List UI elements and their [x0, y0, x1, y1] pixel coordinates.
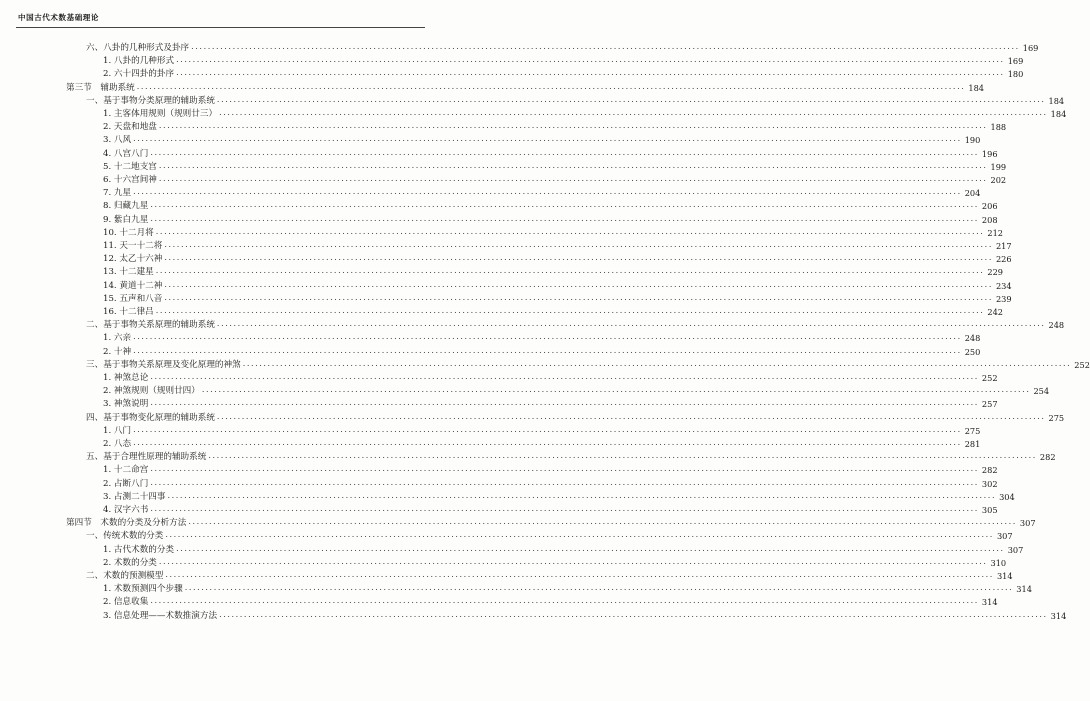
toc-entry [103, 436, 981, 449]
dot-leader: ........................................................................................................................................................................................................ [150, 596, 979, 606]
toc-entry-title: 四、基于事物变化原理的辅助系统 [86, 412, 215, 423]
toc-entry-page: 217 [995, 241, 1012, 251]
toc-entry-title: 7. 九星 [103, 188, 132, 199]
toc-entry-page: 314 [981, 597, 998, 608]
dot-leader: ........................................................................................................................................................................................................ [164, 253, 993, 263]
toc-entry-title: 2. 天盘和地盘 [103, 122, 157, 133]
toc-entry [103, 53, 1024, 67]
toc-entry [103, 66, 1024, 80]
toc-entry-page: 307 [1007, 544, 1024, 555]
toc-entry-page: 242 [987, 307, 1004, 317]
toc-entry-page: 169 [1007, 56, 1024, 67]
toc-entry-title: 3. 八风 [103, 135, 132, 146]
toc-entry-title: 1. 古代术数的分类 [103, 544, 175, 555]
toc-entry-page: 257 [981, 399, 998, 410]
toc-entry-title: 16. 十二律吕 [103, 307, 154, 317]
toc-entry-page: 282 [981, 465, 998, 476]
toc-entry-page: 314 [1016, 584, 1032, 595]
toc-entry [103, 476, 998, 489]
toc-entry-page: 275 [964, 425, 981, 436]
toc-entry-page: 314 [996, 571, 1013, 581]
toc-entry-page: 239 [995, 293, 1012, 304]
dot-leader: ........................................................................................................................................................................................................ [216, 319, 1046, 329]
toc-entry [86, 317, 1065, 331]
toc-entry-title: 12. 太乙十六神 [103, 254, 163, 265]
toc-entry-page: 212 [987, 227, 1004, 238]
dot-leader: ........................................................................................................................................................................................................ [158, 556, 988, 566]
toc-entry-page: 252 [1074, 359, 1090, 370]
toc-entry-title: 6. 十六宫间神 [103, 175, 157, 185]
toc-entry-page: 169 [1022, 43, 1039, 53]
toc-entry [86, 528, 1013, 542]
dot-leader: ........................................................................................................................................................................................................ [155, 226, 985, 236]
dot-leader: ........................................................................................................................................................................................................ [165, 530, 994, 540]
toc-entry-title: 第四节 术数的分类及分析方法 [66, 518, 187, 529]
dot-leader: ........................................................................................................................................................................................................ [164, 279, 993, 289]
dot-leader: ........................................................................................................................................................................................................ [176, 55, 1005, 65]
dot-leader: ........................................................................................................................................................................................................ [242, 358, 1072, 368]
dot-leader: ........................................................................................................................................................................................................ [133, 438, 962, 447]
toc-entry-page: 204 [964, 188, 981, 199]
toc-entry [103, 542, 1024, 555]
dot-leader: ........................................................................................................................................................................................................ [150, 464, 979, 474]
dot-leader: ........................................................................................................................................................................................................ [188, 517, 1017, 527]
dot-leader: ........................................................................................................................................................................................................ [133, 424, 962, 434]
toc-entry-title: 8. 归藏九星 [103, 201, 149, 212]
dot-leader: ........................................................................................................................................................................................................ [133, 187, 962, 197]
toc-entry [86, 40, 1039, 53]
toc-entry-page: 248 [964, 333, 981, 344]
toc-entry-page: 250 [964, 346, 981, 357]
toc-entry-page: 310 [990, 557, 1007, 568]
toc-entry [103, 370, 998, 383]
toc-entry [103, 304, 1004, 317]
dot-leader: ........................................................................................................................................................................................................ [164, 240, 993, 249]
toc-entry-title: 五、基于合理性原理的辅助系统 [86, 452, 207, 463]
toc-entry-title: 14. 黄道十二神 [103, 280, 163, 291]
dot-leader: ........................................................................................................................................................................................................ [158, 174, 988, 183]
toc-entry [103, 172, 1007, 185]
toc-entry [103, 581, 1032, 595]
toc-entry-title: 2. 信息收集 [103, 597, 149, 608]
toc-entry-title: 9. 紫白九星 [103, 214, 149, 225]
dot-leader: ........................................................................................................................................................................................................ [219, 609, 1048, 619]
toc-entry-title: 11. 天一十二将 [103, 241, 163, 251]
toc-entry [103, 238, 1012, 251]
toc-entry-title: 13. 十二建星 [103, 267, 154, 278]
toc-entry [103, 198, 998, 212]
toc-entry-title: 一、基于事物分类原理的辅助系统 [86, 95, 215, 106]
toc-entry [103, 594, 998, 608]
dot-leader: ........................................................................................................................................................................................................ [136, 81, 966, 91]
toc-entry-page: 307 [996, 531, 1013, 542]
toc-entry-title: 2. 八态 [103, 439, 132, 449]
toc-entry [103, 608, 1067, 621]
toc-entry-title: 2. 占断八门 [103, 478, 149, 489]
running-header: 中国古代术数基础理论 [18, 13, 99, 22]
dot-leader: ........................................................................................................................................................................................................ [164, 292, 993, 302]
toc-entry [103, 264, 1004, 278]
dot-leader: ........................................................................................................................................................................................................ [158, 121, 988, 131]
toc-entry [103, 146, 998, 159]
toc-entry [103, 225, 1004, 238]
toc-entry-title: 一、传统术数的分类 [86, 531, 164, 542]
dot-leader: ........................................................................................................................................................................................................ [158, 160, 988, 170]
dot-leader: ........................................................................................................................................................................................................ [133, 332, 962, 342]
toc-entry-page: 314 [1050, 610, 1067, 621]
dot-leader: ........................................................................................................................................................................................................ [216, 94, 1046, 104]
toc-entry [103, 159, 1007, 172]
dot-leader: ........................................................................................................................................................................................................ [176, 543, 1005, 553]
toc-entry-page: 304 [999, 491, 1015, 502]
dot-leader: ........................................................................................................................................................................................................ [201, 385, 1031, 395]
toc-entry-page: 184 [1050, 109, 1067, 119]
toc-entry [103, 132, 981, 146]
dot-leader: ........................................................................................................................................................................................................ [219, 108, 1048, 117]
toc-entry-page: 281 [964, 439, 981, 449]
toc-entry-page: 226 [995, 254, 1012, 265]
toc-entry-title: 三、基于事物关系原理及变化原理的神煞 [86, 359, 241, 370]
toc-entry-title: 1. 神煞总论 [103, 373, 149, 383]
toc-entry [86, 449, 1056, 463]
toc-entry [103, 383, 1050, 397]
toc-entry-page: 229 [987, 267, 1004, 278]
toc-entry [103, 344, 981, 357]
toc-entry [66, 80, 984, 93]
toc-entry-page: 252 [981, 373, 998, 383]
dot-leader: ........................................................................................................................................................................................................ [216, 411, 1046, 421]
toc-entry [103, 489, 1015, 502]
toc-entry-page: 184 [1048, 95, 1065, 106]
toc-entry [66, 515, 1036, 529]
toc-entry [103, 555, 1007, 568]
toc-entry-title: 4. 汉字六书 [103, 505, 149, 515]
toc-entry-page: 254 [1033, 386, 1050, 397]
toc-entry-title: 10. 十二月将 [103, 227, 154, 238]
toc-entry-page: 202 [990, 175, 1007, 185]
toc-entry-title: 2. 十神 [103, 346, 132, 357]
toc-entry [86, 568, 1013, 581]
toc-entry-title: 2. 术数的分类 [103, 557, 157, 568]
toc-entry-title: 2. 神煞规则（规则廿四） [103, 386, 200, 397]
toc-entry [103, 212, 998, 225]
toc-entry-page: 180 [1007, 69, 1024, 80]
toc-entry [103, 423, 981, 436]
toc-entry-title: 1. 八卦的几种形式 [103, 56, 175, 67]
toc-entry-page: 199 [990, 161, 1007, 172]
toc-entry [103, 278, 1012, 291]
toc-entry-page: 190 [964, 135, 981, 146]
toc-entry [86, 93, 1065, 106]
toc-entry-title: 1. 六亲 [103, 333, 132, 344]
dot-leader: ........................................................................................................................................................................................................ [191, 42, 1020, 51]
toc-entry-page: 302 [981, 478, 998, 489]
dot-leader: ........................................................................................................................................................................................................ [150, 213, 979, 223]
toc-entry-title: 3. 占测二十四事 [103, 491, 166, 502]
toc-entry-title: 1. 十二命宫 [103, 465, 149, 476]
toc-entry-page: 307 [1019, 518, 1036, 529]
dot-leader: ........................................................................................................................................................................................................ [133, 134, 962, 144]
toc-entry-title: 二、基于事物关系原理的辅助系统 [86, 320, 215, 331]
toc-entry [103, 119, 1007, 133]
toc-entry-page: 282 [1039, 452, 1056, 463]
toc-entry-title: 15. 五声和八音 [103, 293, 163, 304]
toc-entry [86, 357, 1090, 370]
header-rule [16, 27, 425, 28]
toc-entry-page: 196 [981, 148, 998, 159]
dot-leader: ........................................................................................................................................................................................................ [150, 200, 979, 210]
toc-entry-title: 3. 信息处理——术数推演方法 [103, 610, 218, 621]
toc-entry-page: 188 [990, 122, 1007, 133]
dot-leader: ........................................................................................................................................................................................................ [208, 451, 1037, 461]
dot-leader: ........................................................................................................................................................................................................ [167, 490, 997, 500]
toc-entry-page: 234 [995, 280, 1012, 291]
dot-leader: ........................................................................................................................................................................................................ [150, 372, 979, 381]
dot-leader: ........................................................................................................................................................................................................ [184, 583, 1014, 593]
dot-leader: ........................................................................................................................................................................................................ [150, 398, 979, 408]
toc-entry-title: 二、术数的预测模型 [86, 571, 164, 581]
toc-entry-page: 305 [981, 505, 998, 515]
dot-leader: ........................................................................................................................................................................................................ [150, 477, 979, 487]
toc-entry [103, 396, 998, 410]
dot-leader: ........................................................................................................................................................................................................ [155, 306, 985, 315]
toc-entry-page: 248 [1048, 320, 1065, 331]
toc-entry-title: 1. 术数预测四个步骤 [103, 584, 183, 595]
dot-leader: ........................................................................................................................................................................................................ [133, 345, 962, 355]
toc-entry-title: 1. 八门 [103, 425, 132, 436]
toc-entry-page: 184 [968, 82, 984, 93]
toc-entry-page: 208 [981, 214, 998, 225]
dot-leader: ........................................................................................................................................................................................................ [155, 266, 985, 276]
toc-entry [103, 462, 998, 476]
toc-entry [103, 330, 981, 344]
toc-entry [103, 106, 1067, 119]
toc-entry [103, 251, 1012, 265]
dot-leader: ........................................................................................................................................................................................................ [150, 504, 979, 513]
toc-entry-title: 4. 八宫八门 [103, 148, 149, 159]
dot-leader: ........................................................................................................................................................................................................ [150, 147, 979, 157]
toc-entry-title: 3. 神煞说明 [103, 399, 149, 410]
toc-entry [103, 502, 998, 515]
toc-entry-title: 1. 主客体用规则（规则廿三） [103, 109, 218, 119]
toc-entry-title: 5. 十二地支宫 [103, 161, 157, 172]
dot-leader: ........................................................................................................................................................................................................ [176, 68, 1005, 78]
toc-entry-title: 第三节 辅助系统 [66, 82, 135, 93]
toc-entry-page: 206 [981, 201, 998, 212]
toc-entry [103, 185, 981, 199]
toc-entry-title: 2. 六十四卦的卦序 [103, 69, 175, 80]
toc-entry-title: 六、八卦的几种形式及卦序 [86, 43, 190, 53]
dot-leader: ........................................................................................................................................................................................................ [165, 570, 994, 579]
toc-entry [86, 410, 1065, 423]
toc-entry-page: 275 [1048, 412, 1065, 423]
toc-entry [103, 291, 1012, 304]
